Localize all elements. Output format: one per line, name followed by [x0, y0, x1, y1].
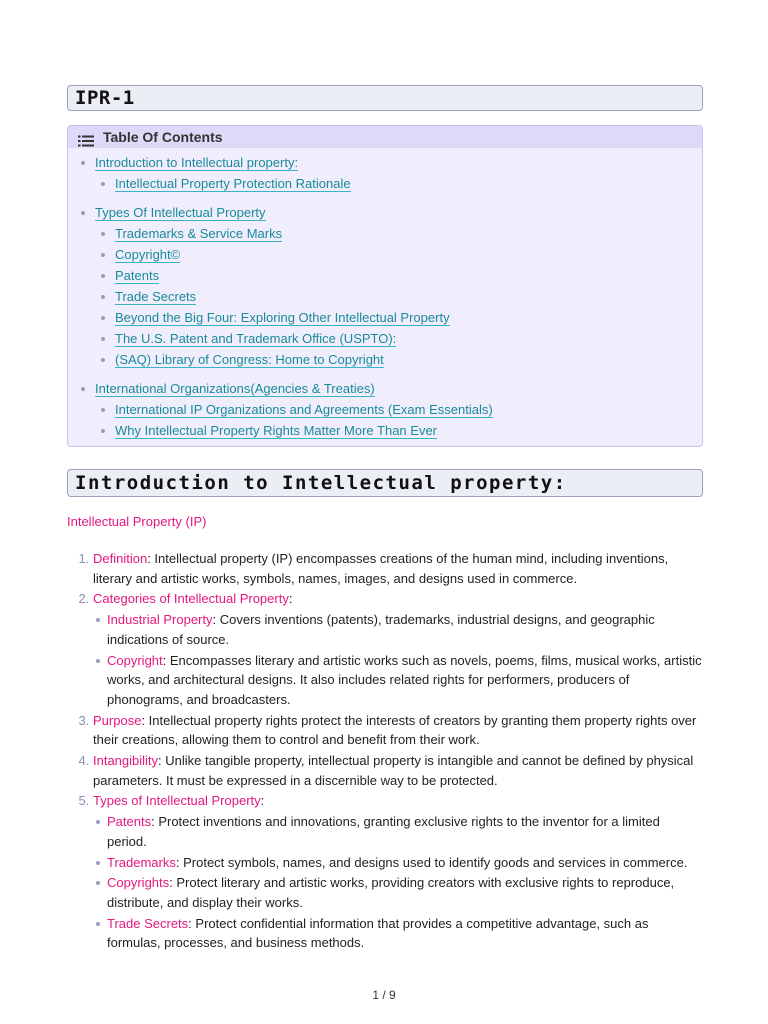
description: :	[260, 793, 265, 809]
description: : Intellectual property (IP) encompasses creations of the human mind, including inventions, literary and artistic works, symbols, names, images, and designs used in commerce.	[93, 551, 669, 586]
list-item	[93, 711, 703, 750]
toc-subitem	[95, 351, 702, 369]
section-subheading: Intellectual Property (IP)	[67, 514, 207, 529]
toc-subitem	[95, 309, 702, 327]
term: Intangibility	[93, 753, 159, 769]
toc-subitem	[95, 401, 702, 419]
sub-list-item	[107, 873, 703, 912]
toc-link[interactable]: Introduction to Intellectual property:	[95, 155, 299, 170]
term: Patents	[107, 814, 152, 830]
term: Types of Intellectual Property	[93, 793, 261, 809]
list-item	[93, 589, 703, 709]
sub-list-item	[107, 914, 703, 953]
list-icon	[78, 131, 94, 143]
description: : Protect inventions and innovations, granting exclusive rights to the inventor for a limited period.	[107, 814, 660, 849]
document-page	[67, 85, 703, 954]
term: Copyrights	[107, 875, 170, 891]
list-item	[93, 791, 703, 953]
content-list	[67, 549, 703, 953]
section-heading: Introduction to Intellectual property:	[67, 469, 703, 497]
term: Categories of Intellectual Property	[93, 591, 289, 607]
sub-list-item	[107, 853, 703, 873]
toc-link[interactable]: International Organizations(Agencies & Treaties)	[95, 381, 375, 396]
sub-list-item	[107, 651, 703, 710]
toc-subitem	[95, 225, 702, 243]
document-title: IPR-1	[67, 85, 703, 111]
toc-subitem	[95, 246, 702, 264]
description: : Protect symbols, names, and designs used to identify goods and services in commerce.	[175, 854, 688, 870]
list-item	[93, 549, 703, 588]
toc-link[interactable]: (SAQ) Library of Congress: Home to Copyright	[115, 352, 384, 367]
description: : Protect literary and artistic works, providing creators with exclusive rights to reproduce, distribute, and display their works.	[107, 875, 675, 910]
term: Trade Secrets	[107, 915, 189, 931]
list-item	[93, 751, 703, 790]
term: Purpose	[93, 712, 142, 728]
sub-list-item	[107, 610, 703, 649]
toc-link[interactable]: Patents	[115, 268, 160, 283]
toc-subitem	[95, 288, 702, 306]
toc-link[interactable]: Intellectual Property Protection Rationale	[115, 176, 351, 191]
toc-group	[68, 204, 702, 369]
toc-subitem	[95, 175, 702, 193]
toc-link[interactable]: Why Intellectual Property Rights Matter More Than Ever	[115, 423, 437, 438]
sub-list-item	[107, 812, 703, 851]
toc-group	[68, 154, 702, 193]
term: Copyright	[107, 652, 163, 668]
toc-header	[68, 126, 702, 148]
toc-link[interactable]: Trade Secrets	[115, 289, 197, 304]
toc-link[interactable]: International IP Organizations and Agreements (Exam Essentials)	[115, 402, 493, 417]
toc-group	[68, 380, 702, 440]
term: Trademarks	[107, 854, 176, 870]
description: : Unlike tangible property, intellectual property is intangible and cannot be defined by physical parameters. It must be expressed in a discernible way to be protected.	[93, 753, 694, 788]
term: Industrial Property	[107, 612, 213, 628]
description: : Encompasses literary and artistic works such as novels, poems, films, musical works, artistic works, and architectural designs. It also includes related rights for performers, producers of phonograms, and broadcasters.	[107, 652, 702, 707]
toc-link[interactable]: Beyond the Big Four: Exploring Other Intellectual Property	[115, 310, 450, 325]
description: : Covers inventions (patents), trademarks, industrial designs, and geographic indications of source.	[107, 612, 655, 647]
page-indicator: 1 / 9	[372, 988, 396, 1002]
toc-link[interactable]: Copyright©	[115, 247, 181, 262]
toc-link[interactable]: Trademarks & Service Marks	[115, 226, 283, 241]
toc-subitem	[95, 422, 702, 440]
description: :	[288, 591, 293, 607]
description: : Protect confidential information that provides a competitive advantage, such as formulas, processes, and business methods.	[107, 915, 649, 951]
toc-link[interactable]: The U.S. Patent and Trademark Office (USPTO):	[115, 331, 397, 346]
toc-subitem	[95, 330, 702, 348]
description: : Intellectual property rights protect the interests of creators by granting them property rights over their creations, allowing them to control and benefit from their work.	[93, 712, 697, 748]
term: Definition	[93, 551, 148, 566]
toc-link[interactable]: Types Of Intellectual Property	[95, 205, 266, 220]
toc-title: Table Of Contents	[103, 129, 223, 145]
table-of-contents	[67, 125, 703, 447]
toc-subitem	[95, 267, 702, 285]
